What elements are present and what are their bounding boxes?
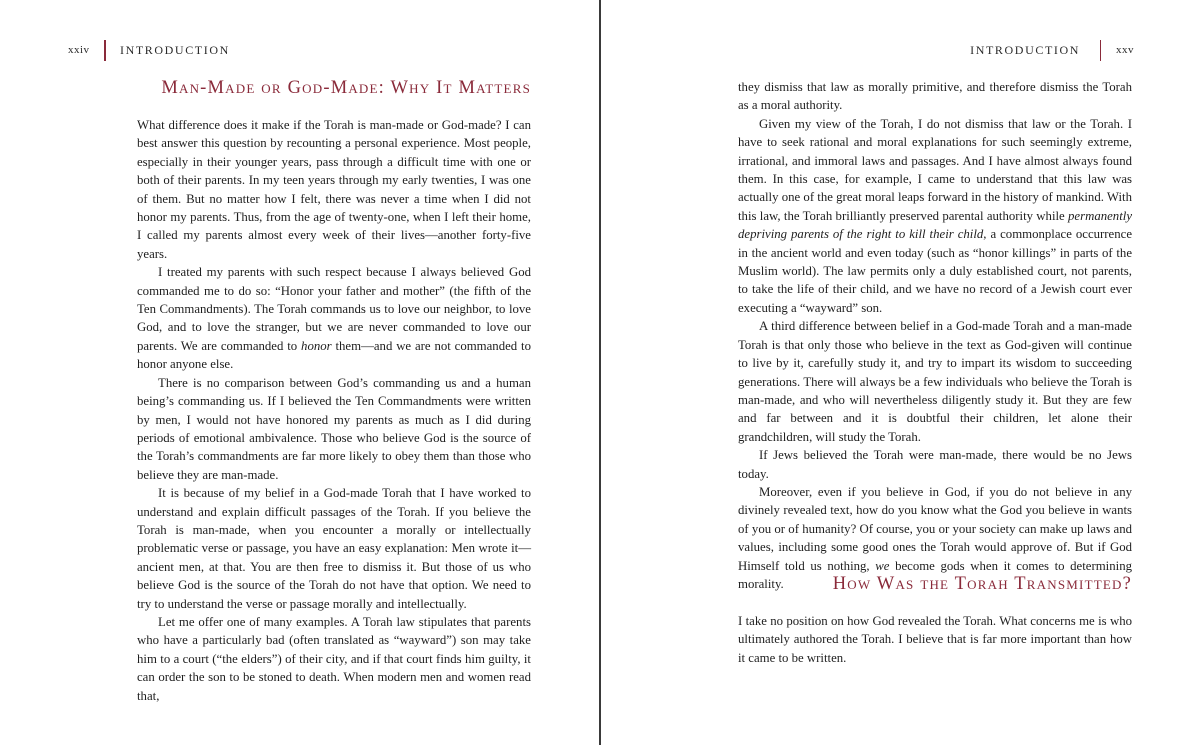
paragraph: Let me offer one of many examples. A Torah law stipulates that parents who have a particularly bad (often translated as “wayward”) son may take him to a court (“the elders”) of their city, and if that court finds him guilty, it can order the son to be stoned to death. When modern men and women read that, bbox=[137, 614, 531, 703]
section-heading: How Was the Torah Transmitted? bbox=[832, 574, 1132, 594]
paragraph bbox=[137, 263, 531, 373]
emphasis: permanently depriving parents of the right to kill their child bbox=[738, 208, 1132, 242]
paragraph-text: , a commonplace occurrence in the ancient world and even today (such as “honor killings” in parts of the Muslim world). The law permits only a duly established court, not parents, to take the life of their child, and we have no record of a Jewish court ever executing a “wayward” son. bbox=[738, 227, 1132, 315]
paragraph: If Jews believed the Torah were man-made, there would be no Jews today. bbox=[738, 448, 1132, 481]
running-head-rule bbox=[1100, 40, 1102, 61]
paragraph-text: Given my view of the Torah, I do not dismiss that law or the Torah. I have to seek rational and moral explanations for such seemingly extreme, irrational, and immoral laws and passages. And I have almost always found them. In this case, for example, I came to understand that this law was actually one of the great moral leaps forward in the history of mankind. With this law, the Torah brilliantly preserved parental authority while bbox=[738, 116, 1132, 223]
paragraph-text: Moreover, even if you believe in God, if you do not believe in any divinely revealed text, how do you know what the God you believe in wants of you or of humanity? Of course, you or your society can make up laws and values, including some good ones the Torah would approve of. But if God Himself told us nothing, bbox=[738, 484, 1132, 573]
body-text-right-top bbox=[738, 78, 1132, 593]
paragraph-text: I treated my parents with such respect because I always believed God commanded me to do so: “Honor your father and mother” (the fifth of the Ten Commandments). The Torah commands us to love our neighbor, to love God, and to love the stranger, but we are never commanded to love our parents. We are commanded to bbox=[137, 265, 531, 353]
paragraph: they dismiss that law as morally primitive, and therefore dismiss the Torah as a moral authority. bbox=[738, 80, 1132, 113]
paragraph-text: them—and we are not commanded to honor anyone else. bbox=[137, 338, 531, 372]
body-text-right-bottom bbox=[738, 612, 1132, 667]
page-number-left: xxiv bbox=[68, 44, 90, 56]
right-page bbox=[601, 0, 1200, 745]
paragraph: It is because of my belief in a God-made Torah that I have worked to understand and explain difficult passages of the Torah. If you believe the Torah is man-made, when you encounter a morally or intellectually problematic verse or passage, you have an easy explanation: Men wrote it—ancient men, at that. You are then free to dismiss it. But those of us who believe God is the source of the Torah do not have that option. We need to try to understand the verse or passage morally and intellectually. bbox=[137, 486, 531, 611]
emphasis: we bbox=[875, 558, 890, 573]
running-head-rule bbox=[104, 40, 106, 61]
page-number-right: xxv bbox=[1116, 44, 1134, 56]
running-head-title: INTRODUCTION bbox=[970, 43, 1080, 57]
paragraph: A third difference between belief in a God-made Torah and a man-made Torah is that only those who believe in the text as God-given will continue to live by it, carefully study it, and try to impart its wisdom to succeeding generations. There will always be a few individuals who believe the Torah is man-made, and who will nevertheless diligently study it. But they are few and far between and it is doubtful their children, let alone their grandchildren, will study the Torah. bbox=[738, 319, 1132, 444]
body-text-left bbox=[137, 116, 531, 705]
emphasis: honor bbox=[301, 338, 332, 353]
paragraph: What difference does it make if the Torah is man-made or God-made? I can best answer this question by recounting a personal experience. Most people, especially in their younger years, pass through a difficult time with one or both of their parents. In my teen years through my early twenties, I was one of them. But no matter how I felt, there was never a time when I did not honor my parents. Thus, from the age of twenty-one, when I left their home, I called my parents almost every week of their lives—another forty-five years. bbox=[137, 118, 531, 261]
paragraph-text: become gods when it comes to determining morality. bbox=[738, 558, 1132, 591]
paragraph: There is no comparison between God’s commanding us and a human being’s commanding us. If I believed the Ten Commandments were written by men, I would not have honored my parents as much as I did during periods of emotional ambivalence. Those who believe God is the source of the Torah’s commandments are far more likely to obey them than those who believe they are man-made. bbox=[137, 375, 531, 482]
running-head-title: INTRODUCTION bbox=[120, 43, 230, 57]
paragraph bbox=[738, 115, 1132, 317]
section-heading: Man-Made or God-Made: Why It Matters bbox=[161, 78, 531, 98]
left-page bbox=[0, 0, 599, 745]
paragraph: I take no position on how God revealed the Torah. What concerns me is who ultimately authored the Torah. I believe that is far more important than how it came to be written. bbox=[738, 614, 1132, 665]
